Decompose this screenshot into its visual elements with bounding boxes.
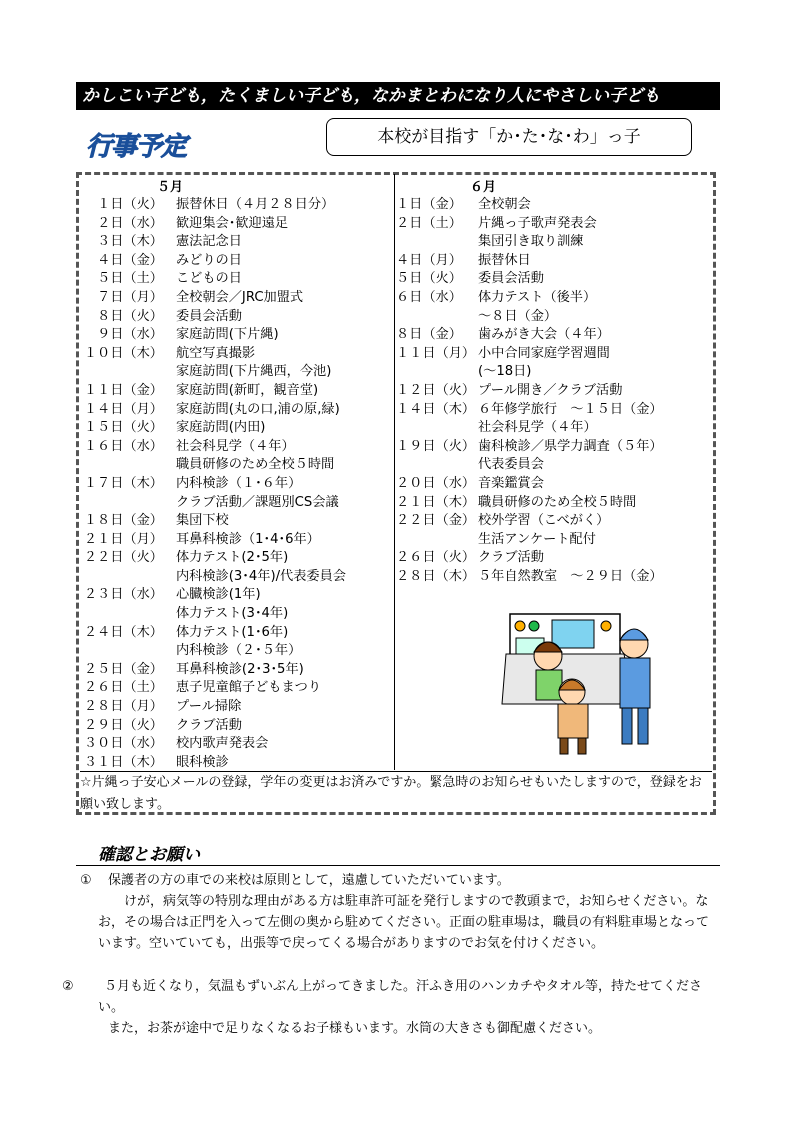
event-row [396, 512, 712, 531]
event-row [396, 326, 712, 345]
event-row [80, 531, 392, 550]
event-date [80, 605, 176, 624]
june-event-list [396, 196, 712, 586]
event-date: ２１日（月） [83, 531, 163, 547]
event-text: 内科検診（２･５年） [176, 643, 302, 659]
event-row [396, 531, 712, 550]
event-row [396, 233, 712, 252]
event-row [396, 308, 712, 327]
event-date [396, 419, 478, 438]
event-text: 振替休日（４月２８日分） [176, 197, 335, 212]
event-row [80, 624, 392, 643]
event-row [80, 717, 392, 736]
event-row [80, 698, 392, 717]
event-row [80, 568, 392, 587]
event-text: (～18日) [478, 364, 532, 380]
event-date: ２８日（木） [396, 568, 476, 584]
event-text: 集団引き取り訓練 [478, 234, 584, 250]
event-row [396, 382, 712, 401]
event-date: ２３日（水） [83, 587, 163, 603]
event-text: 体力テスト（後半） [478, 289, 597, 305]
event-date: ２９日（火） [83, 717, 163, 733]
event-date: ４日（月） [396, 252, 462, 268]
event-date [80, 456, 176, 475]
event-text: 家庭訪問(新町，観音堂) [176, 382, 319, 398]
event-text: こどもの日 [176, 271, 242, 287]
event-date: ２５日（金） [83, 661, 163, 677]
event-text: 内科検診（１･６年） [176, 475, 302, 491]
event-date: １９日（火） [396, 438, 476, 454]
control-room-illustration [496, 594, 666, 762]
event-text: クラブ活動 [176, 717, 242, 733]
event-text: 耳鼻科検診(2･3･5年) [176, 661, 304, 677]
event-text: 職員研修のため全校５時間 [478, 494, 637, 510]
event-date: １０日（木） [83, 345, 163, 361]
event-date: １７日（木） [83, 475, 163, 491]
event-text: 家庭訪問(丸の口,浦の原,緑) [176, 401, 340, 417]
event-text: 委員会活動 [176, 308, 242, 324]
event-row [396, 438, 712, 457]
event-text: ６年修学旅行 ～１５日（金） [478, 401, 663, 417]
event-row [396, 419, 712, 438]
event-date: ２日（土） [396, 215, 462, 231]
event-date: ４日（金） [97, 252, 163, 268]
event-row [396, 475, 712, 494]
event-date: ８日（火） [97, 308, 163, 324]
event-date: １１日（月） [396, 345, 476, 361]
event-date: ２４日（木） [83, 624, 163, 640]
event-date: １日（火） [97, 197, 163, 212]
event-row [396, 363, 712, 382]
event-row [80, 456, 392, 475]
event-row [396, 345, 712, 364]
june-heading: ６月 [470, 180, 497, 195]
event-text: 家庭訪問(下片縄西，今池) [176, 364, 332, 380]
request-lead: 保護者の方の車での来校は原則として，遠慮していただいています。 [108, 873, 510, 888]
event-row [396, 568, 712, 587]
event-text: 内科検診(3･4年)/代表委員会 [176, 568, 346, 584]
event-text: 全校朝会 [478, 197, 531, 212]
event-row [80, 215, 392, 234]
event-text: 集団下校 [176, 513, 229, 529]
event-date: ５日（火） [396, 271, 462, 287]
event-text: 校内歌声発表会 [176, 736, 269, 752]
event-row [396, 401, 712, 420]
event-date: ２８日（月） [83, 699, 163, 715]
event-date: ２日（水） [97, 215, 163, 231]
event-date [396, 531, 478, 550]
event-text: 職員研修のため全校５時間 [176, 457, 335, 473]
event-row [80, 289, 392, 308]
safety-mail-notice: ☆片縄っ子安心メールの登録，学年の変更はお済みですか。緊急時のお知らせもいたしますので，登録をお願い致します。 [80, 771, 712, 816]
event-row [80, 308, 392, 327]
event-row [80, 438, 392, 457]
event-text: 恵子児童館子どもまつり [176, 680, 322, 696]
event-text: 家庭訪問(内田) [176, 420, 266, 436]
event-text: クラブ活動／課題別CS会議 [176, 494, 339, 510]
event-text: 歯科検診／県学力調査（５年） [478, 438, 663, 454]
event-text: 片縄っ子歌声発表会 [478, 215, 597, 231]
event-text: 歯みがき大会（４年） [478, 327, 610, 343]
school-motto-banner: かしこい子ども，たくましい子ども，なかまとわになり人にやさしい子ども [76, 82, 720, 110]
event-date [80, 642, 176, 661]
event-date: １４日（木） [396, 401, 476, 417]
event-date: ２６日（土） [83, 680, 163, 696]
event-date: １２日（火） [396, 382, 476, 398]
event-text: 心臓検診(1年) [176, 587, 261, 603]
event-text: 振替休日 [478, 252, 531, 268]
event-text: 代表委員会 [478, 457, 544, 473]
event-date: ３０日（水） [83, 736, 163, 752]
school-goal-box: 本校が目指す「か･た･な･わ」っ子 [326, 118, 692, 156]
event-row [80, 270, 392, 289]
events-title: 行事予定 [86, 132, 187, 162]
event-row [80, 642, 392, 661]
event-date: ３１日（木） [83, 754, 163, 770]
event-date [80, 363, 176, 382]
request-body: また，お茶が途中で足りなくなるお子様もいます。水筒の大きさも御配慮ください。 [108, 1021, 601, 1036]
event-date: ７日（月） [97, 289, 163, 305]
event-text: 社会科見学（４年） [478, 420, 597, 436]
event-row [80, 419, 392, 438]
event-text: 音楽鑑賞会 [478, 475, 544, 491]
event-row [80, 661, 392, 680]
event-row [80, 401, 392, 420]
event-text: 憲法記念日 [176, 234, 242, 250]
event-row [396, 215, 712, 234]
event-row [80, 252, 392, 271]
event-row [80, 494, 392, 513]
event-date [80, 568, 176, 587]
event-date: ２２日（金） [396, 513, 476, 529]
request-number: ① [80, 873, 92, 888]
event-text: プール開き／クラブ活動 [478, 382, 623, 398]
request-item-1 [80, 870, 720, 954]
event-text: 校外学習（こべがく） [478, 513, 610, 529]
event-row [80, 512, 392, 531]
event-date: ３日（木） [97, 234, 163, 250]
event-row [80, 605, 392, 624]
event-row [396, 196, 712, 215]
event-date: １４日（月） [83, 401, 163, 417]
event-text: 歓迎集会･歓迎遠足 [176, 215, 289, 231]
event-text: 全校朝会／JRC加盟式 [176, 289, 304, 305]
event-date: １日（金） [396, 197, 462, 212]
event-date [396, 456, 478, 475]
event-text: 生活アンケート配付 [478, 531, 596, 547]
event-text: プール掃除 [176, 699, 242, 715]
event-date: ６日（水） [396, 289, 462, 305]
column-divider [394, 174, 395, 770]
event-text: 体力テスト(2･5年) [176, 550, 289, 566]
request-item-2 [62, 976, 720, 1039]
event-date: １５日（火） [83, 420, 163, 436]
event-text: ５年自然教室 ～２９日（金） [478, 568, 663, 584]
event-row [80, 735, 392, 754]
event-row [80, 196, 392, 215]
event-date [396, 308, 478, 327]
event-text: クラブ活動 [478, 550, 544, 566]
event-date: ２０日（水） [396, 475, 476, 491]
event-row [396, 289, 712, 308]
event-date: １８日（金） [83, 513, 163, 529]
may-event-list [80, 196, 392, 772]
event-date: １１日（金） [83, 382, 163, 398]
event-date: ９日（水） [97, 327, 163, 343]
event-text: 耳鼻科検診（1･4･6年） [176, 531, 320, 547]
event-row [80, 363, 392, 382]
event-date [396, 363, 478, 382]
event-row [80, 345, 392, 364]
event-date: ２６日（火） [396, 550, 476, 566]
event-text: 航空写真撮影 [176, 345, 256, 361]
event-row [80, 475, 392, 494]
event-date: ５日（土） [97, 271, 163, 287]
event-text: 体力テスト(3･4年) [176, 606, 289, 622]
event-row [80, 233, 392, 252]
event-row [396, 494, 712, 513]
event-date: ８日（金） [396, 327, 462, 343]
event-text: ～８日（金） [478, 308, 558, 324]
event-text: 委員会活動 [478, 271, 544, 287]
event-date [80, 494, 176, 513]
event-date: １６日（水） [83, 438, 163, 454]
request-number: ② [62, 979, 74, 994]
event-date: ２１日（木） [396, 494, 476, 510]
event-row [396, 456, 712, 475]
event-row [396, 270, 712, 289]
event-text: 眼科検診 [176, 754, 229, 770]
event-row [80, 679, 392, 698]
request-lead: ５月も近くなり，気温もずいぶん上がってきました。汗ふき用のハンカチやタオル等，持たせてください。 [98, 979, 703, 1015]
requests-title: 確認とお願い [76, 840, 720, 866]
event-row [80, 549, 392, 568]
event-date: ２２日（火） [83, 550, 163, 566]
event-text: 小中合同家庭学習週間 [478, 345, 610, 361]
event-text: 家庭訪問(下片縄) [176, 327, 279, 343]
event-row [396, 549, 712, 568]
event-row [396, 252, 712, 271]
event-text: 体力テスト(1･6年) [176, 624, 289, 640]
request-body: けが，病気等の特別な理由がある方は駐車許可証を発行しますので教頭まで，お知らせください。なお，その場合は正門を入って左側の奥から駐めてください。正面の駐車場は，職員の有料駐車場となっています。空いていても，出張等で戻ってくる場合がありますのでお気を付けください。 [98, 894, 710, 951]
event-row [80, 586, 392, 605]
event-row [80, 326, 392, 345]
event-row [80, 754, 392, 773]
event-row [80, 382, 392, 401]
event-text: みどりの日 [176, 252, 242, 268]
event-date [396, 233, 478, 252]
may-heading: ５月 [157, 180, 184, 195]
event-text: 社会科見学（４年） [176, 438, 295, 454]
